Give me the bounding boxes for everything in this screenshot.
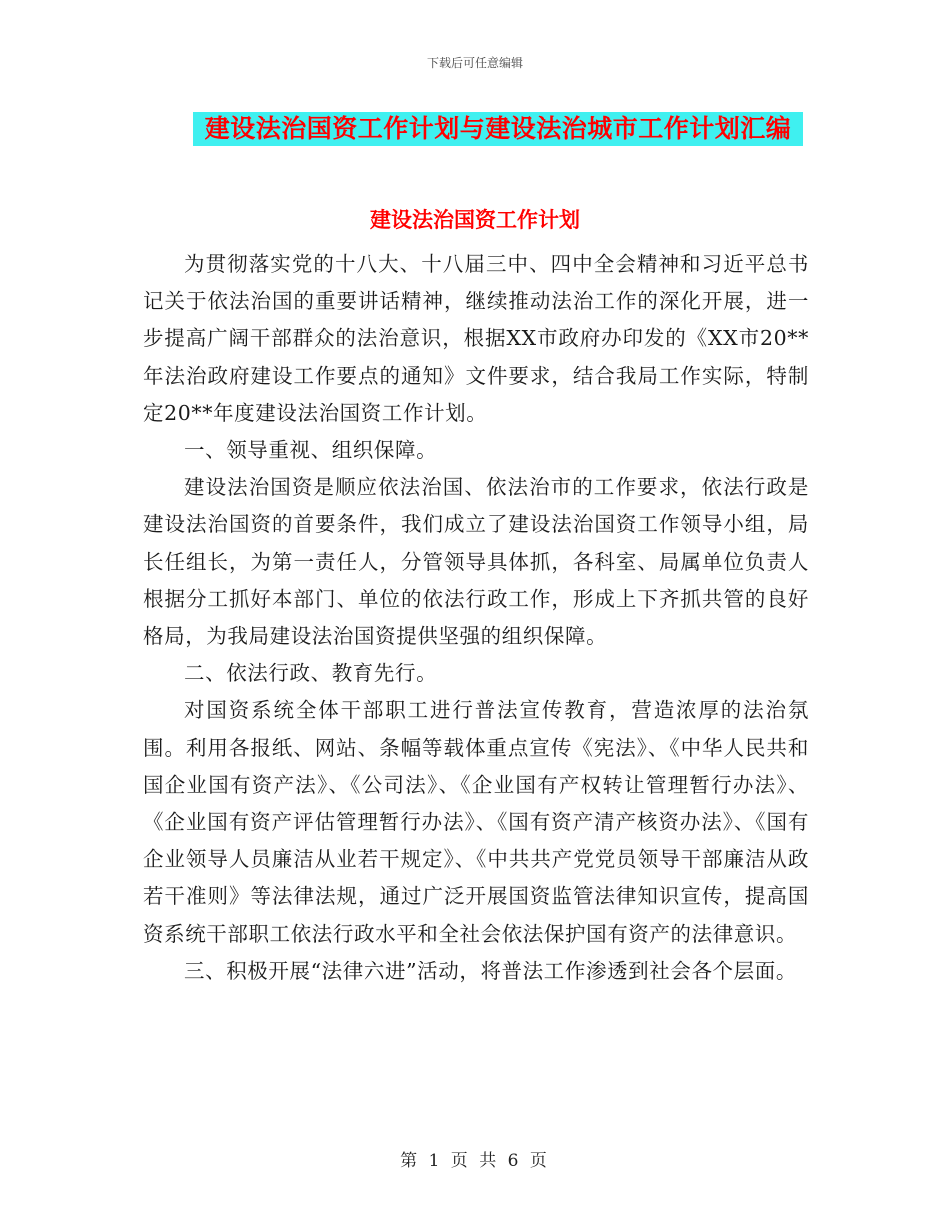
section-title: 建设法治国资工作计划	[370, 208, 580, 232]
paragraph-leadership: 建设法治国资是顺应依法治国、依法治市的工作要求，依法行政是建设法治国资的首要条件，我们成立了建设法治国资工作领导小组，局长任组长，为第一责任人，分管领导具体抓，各科室、局属单位负责人根据分工抓好本部门、单位的依法行政工作，形成上下齐抓共管的良好格局，为我局建设法治国资提供坚强的组织保障。	[143, 475, 809, 649]
header-note: 下载后可任意编辑	[426, 56, 523, 70]
paragraph-intro: 为贯彻落实党的十八大、十八届三中、四中全会精神和习近平总书记关于依法治国的重要讲话精神，继续推动法治工作的深化开展，进一步提高广阔干部群众的法治意识，根据XX市政府办印发的《XX市20**年法治政府建设工作要点的通知》文件要求，结合我局工作实际，特制定20**年度建设法治国资工作计划。	[143, 252, 809, 425]
page-footer: 第 1 页 共 6 页	[400, 1151, 550, 1171]
heading-three: 三、积极开展“法律六进”活动，将普法工作渗透到社会各个层面。	[184, 958, 797, 983]
heading-two: 二、依法行政、教育先行。	[184, 661, 438, 686]
document-main-title: 建设法治国资工作计划与建设法治城市工作计划汇编	[193, 112, 803, 146]
heading-one: 一、领导重视、组织保障。	[184, 438, 438, 463]
document-body	[143, 246, 809, 990]
paragraph-education: 对国资系统全体干部职工进行普法宣传教育，营造浓厚的法治氛围。利用各报纸、网站、条幅等载体重点宣传《宪法》、《中华人民共和国企业国有资产法》、《公司法》、《企业国有产权转让管理暂行办法》、《企业国有资产评估管理暂行办法》、《国有资产清产核资办法》、《国有企业领导人员廉洁从业若干规定》、《中共共产党党员领导干部廉洁从政若干准则》等法律法规，通过广泛开展国资监管法律知识宣传，提高国资系统干部职工依法行政水平和全社会依法保护国有资产的法律意识。	[143, 698, 809, 946]
